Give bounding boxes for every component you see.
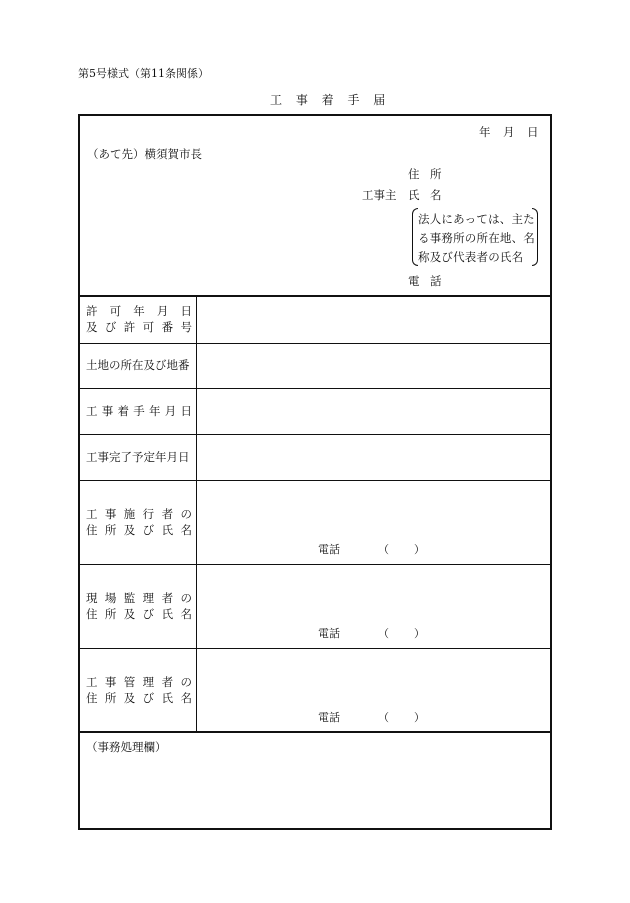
- char: 理: [142, 675, 155, 689]
- site-supervisor-label-line2: [86, 609, 192, 621]
- office-use-divider: [80, 731, 550, 733]
- char: 年: [133, 304, 145, 318]
- char: び: [104, 320, 117, 334]
- applicant-phone-label-1: 電: [408, 274, 420, 288]
- char: 事: [101, 404, 114, 418]
- site-supervisor-phone-open-paren: （: [378, 627, 389, 640]
- char: 所: [104, 691, 117, 705]
- char: 者: [161, 591, 174, 605]
- row-divider: [80, 388, 550, 389]
- char: 現: [86, 591, 98, 605]
- applicant-role-label: 工事主: [362, 188, 397, 202]
- applicant-name-label-2: 名: [430, 188, 442, 202]
- contractor-label-line1: [86, 509, 192, 521]
- char: 年: [149, 404, 161, 418]
- char: 住: [86, 691, 98, 705]
- char: 管: [123, 675, 136, 689]
- construction-manager-phone-open-paren: （: [378, 711, 389, 724]
- applicant-name-label-1: 氏: [408, 188, 420, 202]
- row-divider: [80, 434, 550, 435]
- construction-manager-phone-close-paren: ）: [414, 711, 425, 724]
- note-line-2: る事務所の所在地、名: [418, 231, 535, 245]
- document-title: 工 事 着 手 届: [270, 93, 391, 107]
- char: 及: [123, 523, 136, 537]
- header-divider: [80, 295, 550, 297]
- construction-manager-label-line2: [86, 693, 192, 705]
- row-divider: [80, 480, 550, 481]
- contractor-label-line2: [86, 525, 192, 537]
- form-number: 第5号様式（第11条関係）: [78, 67, 209, 80]
- char: び: [142, 607, 155, 621]
- addressee: （あて先）横須賀市長: [87, 147, 202, 161]
- char: 及: [123, 607, 136, 621]
- start-date-label: [86, 406, 192, 418]
- contractor-phone-close-paren: ）: [414, 543, 425, 556]
- label-column-divider: [196, 297, 197, 731]
- char: び: [142, 691, 155, 705]
- char: 及: [86, 320, 98, 334]
- char: 住: [86, 607, 98, 621]
- char: 所: [104, 607, 117, 621]
- row-divider: [80, 343, 550, 344]
- applicant-address-label-1: 住: [408, 167, 420, 181]
- applicant-address-label-2: 所: [430, 167, 442, 181]
- char: 及: [123, 691, 136, 705]
- note-line-1: 法人にあっては、主た: [418, 212, 535, 226]
- construction-manager-phone-label: 電話: [318, 711, 340, 724]
- char: 可: [142, 320, 155, 334]
- form-frame: [78, 114, 552, 830]
- construction-manager-label-line1: [86, 677, 192, 689]
- char: 氏: [161, 523, 174, 537]
- char: 施: [123, 507, 136, 521]
- note-line-3: 称及び代表者の氏名: [418, 250, 524, 264]
- char: 者: [161, 675, 174, 689]
- completion-date-label: 工事完了予定年月日: [86, 450, 190, 464]
- char: の: [180, 507, 192, 521]
- land-location-label: 土地の所在及び地番: [86, 358, 190, 372]
- char: 住: [86, 523, 98, 537]
- char: び: [142, 523, 155, 537]
- char: 理: [142, 591, 155, 605]
- char: 行: [142, 507, 155, 521]
- char: 名: [180, 691, 192, 705]
- char: 事: [104, 675, 117, 689]
- char: 事: [104, 507, 117, 521]
- contractor-phone-open-paren: （: [378, 543, 389, 556]
- char: 日: [180, 404, 192, 418]
- permit-date-label: [86, 306, 192, 318]
- site-supervisor-phone-close-paren: ）: [414, 627, 425, 640]
- char: 名: [180, 523, 192, 537]
- char: 氏: [161, 691, 174, 705]
- corporate-note: [412, 208, 538, 266]
- date-day-label: 日: [527, 125, 539, 139]
- char: 所: [104, 523, 117, 537]
- date-year-label: 年: [479, 125, 491, 139]
- row-divider: [80, 564, 550, 565]
- char: 工: [86, 675, 98, 689]
- char: 号: [180, 320, 192, 334]
- char: 番: [161, 320, 174, 334]
- row-divider: [80, 648, 550, 649]
- site-supervisor-label-line1: [86, 593, 192, 605]
- date-month-label: 月: [503, 125, 515, 139]
- char: 手: [133, 404, 145, 418]
- char: 月: [164, 404, 177, 418]
- note-bracket-right: [532, 208, 538, 266]
- char: 監: [123, 591, 136, 605]
- char: 可: [109, 304, 122, 318]
- char: 氏: [161, 607, 174, 621]
- char: の: [180, 591, 192, 605]
- char: 場: [104, 591, 117, 605]
- char: 月: [156, 304, 169, 318]
- char: の: [180, 675, 192, 689]
- char: 名: [180, 607, 192, 621]
- permit-number-label: [86, 322, 192, 334]
- site-supervisor-phone-label: 電話: [318, 627, 340, 640]
- applicant-phone-label-2: 話: [430, 274, 442, 288]
- char: 日: [180, 304, 192, 318]
- char: 者: [161, 507, 174, 521]
- char: 許: [123, 320, 136, 334]
- char: 工: [86, 404, 98, 418]
- char: 着: [117, 404, 129, 418]
- char: 許: [86, 304, 98, 318]
- office-use-label: （事務処理欄）: [86, 740, 167, 754]
- char: 工: [86, 507, 98, 521]
- contractor-phone-label: 電話: [318, 543, 340, 556]
